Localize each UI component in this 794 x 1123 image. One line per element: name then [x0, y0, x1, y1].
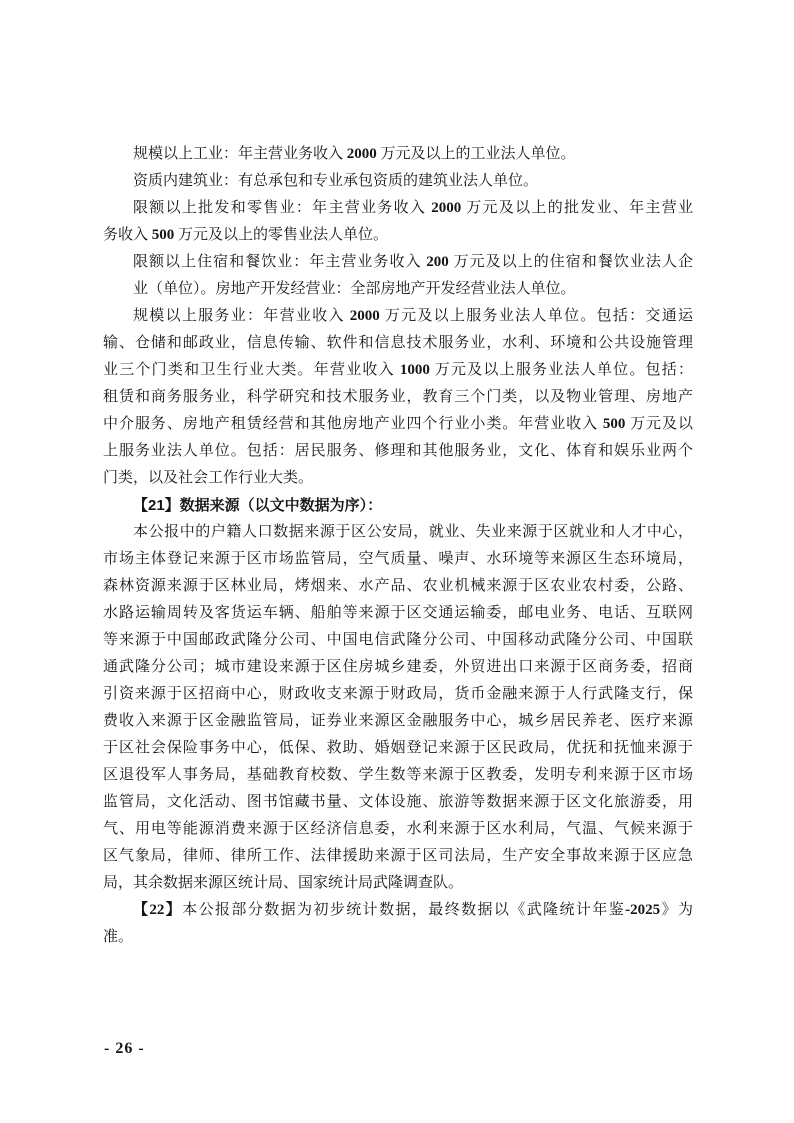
- text-line: [103, 438, 693, 465]
- text-line: [103, 573, 693, 600]
- text-run: 》为: [660, 902, 693, 918]
- bold-text-run: 200: [426, 254, 449, 270]
- bold-text-run: 2000: [431, 200, 462, 216]
- text-line: [103, 843, 693, 870]
- text-run: 区退役军人事务局，基础教育校数、学生数等来源于区教委，发明专利来源于区市场: [103, 767, 693, 783]
- text-line: [103, 168, 693, 195]
- text-run: 万元及以上的零售业法人单位。: [174, 227, 389, 243]
- text-line: [103, 924, 693, 951]
- text-run: 森林资源来源于区林业局，烤烟来、水产品、农业机械来源于区农业农村委，公路、: [103, 578, 693, 594]
- text-run: 引资来源于区招商中心，财政收支来源于财政局，货币金融来源于人行武隆支行，保: [103, 686, 693, 702]
- text-line: [103, 330, 693, 357]
- text-run: 费收入来源于区金融监管局，证券业来源区金融服务中心，城乡居民养老、医疗来源: [103, 713, 693, 729]
- text-run: 业三个门类和卫生行业大类。年营业收入: [103, 362, 400, 378]
- text-line: [103, 708, 693, 735]
- text-run: 于区社会保险事务中心，低保、救助、婚姻登记来源于区民政局，优抚和抚恤来源于: [103, 740, 693, 756]
- text-run: 通武隆分公司；城市建设来源于区住房城乡建委，外贸进出口来源于区商务委，招商: [103, 659, 693, 675]
- text-run: 输、仓储和邮政业，信息传输、软件和信息技术服务业，水利、环境和公共设施管理: [103, 335, 693, 351]
- text-line: [103, 762, 693, 789]
- text-run: 万元及以: [625, 416, 693, 432]
- text-run: 规模以上服务业：年营业收入: [133, 308, 350, 324]
- text-line: [103, 384, 693, 411]
- text-run: 务收入: [103, 227, 152, 243]
- text-line: [103, 897, 693, 924]
- text-run: 监管局，文化活动、图书馆藏书量、文体设施、旅游等数据来源于区文化旅游委，用: [103, 794, 693, 810]
- text-line: [103, 222, 693, 249]
- text-run: 业（单位）。房地产开发经营业：全部房地产开发经营业法人单位。: [133, 281, 576, 297]
- text-line: [103, 411, 693, 438]
- text-line: [103, 141, 693, 168]
- text-line: [103, 627, 693, 654]
- text-run: 上服务业法人单位。包括：居民服务、修理和其他服务业，文化、体育和娱乐业两个: [103, 443, 693, 459]
- text-line: [103, 195, 693, 222]
- text-line: [103, 465, 693, 492]
- text-run: 万元及以上的工业法人单位。: [376, 146, 576, 162]
- text-run: 局，其余数据来源区统计局、国家统计局武隆调查队。: [103, 875, 464, 891]
- text-run: 市场主体登记来源于区市场监管局，空气质量、噪声、水环境等来源区生态环境局，: [103, 551, 693, 567]
- text-run: 水路运输周转及客货运车辆、船舶等来源于区交通运输委，邮电业务、电话、互联网: [103, 605, 693, 621]
- text-run: 限额以上住宿和餐饮业：年主营业务收入: [133, 254, 427, 270]
- text-run: 准。: [103, 929, 134, 945]
- text-run: 本公报部分数据为初步统计数据，最终数据以《武隆统计年鉴: [182, 902, 626, 918]
- text-run: 门类，以及社会工作行业大类。: [103, 470, 314, 486]
- text-run: 本公报中的户籍人口数据来源于区公安局，就业、失业来源于区就业和人才中心，: [133, 524, 693, 540]
- text-line: [103, 276, 693, 303]
- text-line: [103, 654, 693, 681]
- text-run: 租赁和商务服务业，科学研究和技术服务业，教育三个门类，以及物业管理、房地产: [103, 389, 693, 405]
- text-line: [103, 357, 693, 384]
- text-line: [103, 546, 693, 573]
- text-run: 规模以上工业：年主营业务收入: [133, 146, 347, 162]
- text-run: 气、用电等能源消费来源于区经济信息委，水利来源于区水利局，气温、气候来源于: [103, 821, 693, 837]
- text-run: 区气象局，律师、律所工作、法律援助来源于区司法局，生产安全事故来源于区应急: [103, 848, 693, 864]
- text-run: 万元及以上服务业法人单位。包括：: [429, 362, 693, 378]
- text-line: [103, 519, 693, 546]
- text-run: 限额以上批发和零售业：年主营业务收入: [133, 200, 432, 216]
- text-line: [103, 816, 693, 843]
- bold-text-run: 2000: [349, 308, 380, 324]
- text-line: [103, 681, 693, 708]
- text-line: [103, 600, 693, 627]
- text-run: 资质内建筑业：有总承包和专业承包资质的建筑业法人单位。: [133, 173, 539, 189]
- text-line: [103, 249, 693, 276]
- text-run: 万元及以上的批发业、年主营业: [461, 200, 693, 216]
- text-line: [103, 789, 693, 816]
- text-line: [103, 303, 693, 330]
- text-run: 中介服务、房地产租赁经营和其他房地产业四个行业小类。年营业收入: [103, 416, 603, 432]
- page-number: - 26 -: [104, 1040, 145, 1057]
- bold-text-run: 500: [151, 227, 175, 243]
- document-body: [103, 141, 693, 951]
- text-run: 【21】数据来源（以文中数据为序）：: [133, 497, 383, 514]
- bold-text-run: 500: [602, 416, 626, 432]
- bold-text-run: 2000: [346, 146, 377, 162]
- text-run: 万元及以上服务业法人单位。包括：交通运: [379, 308, 693, 324]
- section-heading: [103, 492, 693, 519]
- bold-text-run: -2025: [625, 902, 661, 918]
- bold-text-run: 1000: [399, 362, 430, 378]
- bold-text-run: 【22】: [133, 902, 183, 918]
- text-line: [103, 870, 693, 897]
- text-line: [103, 735, 693, 762]
- text-run: 等来源于中国邮政武隆分公司、中国电信武隆分公司、中国移动武隆分公司、中国联: [103, 632, 693, 648]
- text-run: 万元及以上的住宿和餐饮业法人企: [448, 254, 693, 270]
